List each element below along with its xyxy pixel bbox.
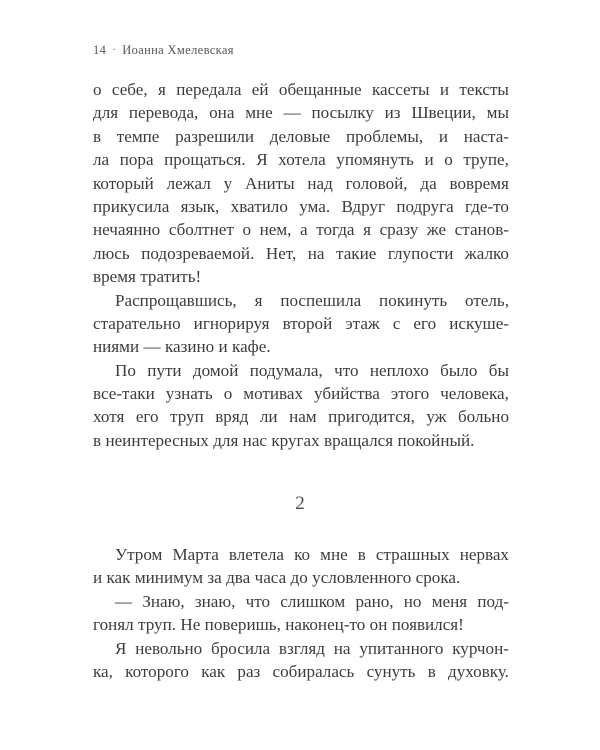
word: и — [93, 568, 103, 588]
word: для — [213, 430, 239, 450]
folio-separator-bullet: · — [112, 44, 117, 56]
word: разрешили — [175, 126, 255, 146]
paragraph — [93, 80, 509, 291]
word: Распрощавшись, — [115, 290, 237, 310]
word: меня — [431, 591, 468, 611]
body-text-bottom — [93, 545, 509, 685]
word: и — [439, 80, 450, 99]
word: ко — [294, 545, 311, 564]
word: ла — [93, 150, 110, 170]
word: перевода, — [128, 103, 199, 123]
paragraph — [93, 361, 509, 455]
word: тратить! — [140, 267, 202, 287]
word: его — [135, 407, 159, 427]
word: ума. — [299, 196, 331, 216]
text-line — [93, 220, 509, 243]
word: узнать — [165, 384, 213, 404]
word: духовку. — [448, 661, 509, 681]
word: прощаться. — [164, 150, 246, 170]
text-line — [93, 568, 509, 591]
word: слишком — [280, 591, 346, 611]
word: люсь — [93, 243, 130, 263]
word: что — [334, 360, 359, 380]
word: вовремя — [449, 173, 509, 193]
word: я — [363, 220, 371, 240]
text-line — [93, 314, 509, 337]
text-line — [93, 244, 509, 267]
word: наста- — [463, 126, 509, 146]
word: мне — [320, 545, 348, 564]
word: пути — [147, 360, 182, 380]
word: и — [218, 337, 228, 357]
word: искуше- — [449, 313, 509, 333]
paragraph — [93, 592, 509, 639]
word: для — [93, 103, 119, 123]
word: в — [357, 545, 366, 564]
text-line — [93, 150, 509, 173]
text-line — [93, 615, 509, 638]
word: нем, — [259, 220, 292, 240]
word: он — [369, 615, 388, 635]
word: старательно — [93, 313, 181, 333]
running-head-author: Иоанна Хмелевская — [122, 43, 234, 57]
word: как — [201, 661, 226, 681]
word: и — [438, 126, 449, 146]
word: нечаянно — [93, 220, 161, 240]
word: обещанные — [278, 80, 362, 99]
word: Марта — [172, 545, 219, 564]
word: покинуть — [379, 290, 448, 310]
word: невольно — [135, 638, 203, 658]
word: же — [426, 220, 447, 240]
word: мне — [245, 103, 273, 123]
word: как — [106, 568, 131, 588]
word: хватило — [230, 196, 288, 216]
text-line — [93, 291, 509, 314]
word: сразу — [379, 220, 419, 240]
word: Нет, — [265, 243, 297, 263]
word: казино — [164, 337, 215, 357]
word: головой, — [345, 173, 408, 193]
word: где-то — [465, 196, 509, 216]
word: По — [115, 360, 136, 380]
word: под- — [477, 591, 509, 611]
word: станов- — [454, 220, 509, 240]
word: наконец-то — [285, 615, 366, 635]
text-line — [93, 197, 509, 220]
word: нам — [289, 407, 317, 427]
word: на — [333, 638, 351, 658]
word: этого — [390, 384, 430, 404]
word: время — [93, 267, 136, 287]
word: о — [444, 150, 453, 170]
word: уж — [426, 407, 447, 427]
word: лежал — [166, 173, 211, 193]
word: такие — [336, 243, 377, 263]
page-folio-number: 14 — [93, 43, 107, 57]
word: бросила — [211, 638, 271, 658]
word: домой — [192, 360, 239, 380]
paragraph — [93, 545, 509, 592]
word: нас — [242, 430, 267, 450]
word: этаж — [345, 313, 380, 333]
word: пригодится, — [328, 407, 415, 427]
chapter-number: 2 — [295, 493, 305, 514]
word: срока. — [415, 568, 461, 588]
word: а — [300, 220, 308, 240]
word: два — [226, 568, 251, 588]
word: Я — [115, 638, 127, 658]
word: хотя — [93, 407, 125, 427]
word: на — [307, 243, 325, 263]
word: часа — [254, 568, 287, 588]
word: ка, — [93, 661, 113, 681]
word: кафе. — [232, 337, 271, 357]
word: ей — [251, 80, 269, 99]
word: в — [93, 430, 102, 450]
word: страшных — [375, 545, 450, 564]
word: упомянуть — [336, 150, 414, 170]
word: появился! — [391, 615, 464, 635]
word: Вдруг — [341, 196, 385, 216]
word: влетела — [228, 545, 285, 564]
word: и — [424, 150, 434, 170]
word: Швеции, — [411, 103, 476, 123]
word: покойный. — [397, 430, 475, 450]
text-line — [93, 545, 509, 568]
word: подозреваемой. — [141, 243, 255, 263]
word: было — [440, 360, 478, 380]
word: его — [413, 313, 437, 333]
word: нервах — [459, 545, 509, 564]
word: подруга — [396, 196, 454, 216]
word: что — [245, 591, 271, 611]
text-line — [93, 662, 509, 685]
word: посылку — [311, 103, 374, 123]
word: темпе — [116, 126, 160, 146]
word: до — [290, 568, 308, 588]
word: о — [223, 384, 233, 404]
word: за — [207, 568, 222, 588]
word: да — [420, 173, 437, 193]
word: я — [157, 80, 166, 99]
word: ниями — [93, 337, 140, 357]
word: минимум — [134, 568, 204, 588]
word: бы — [488, 360, 509, 380]
text-line — [93, 361, 509, 384]
word: собиралась — [272, 661, 355, 681]
text-line — [93, 407, 509, 430]
word: труп — [170, 407, 204, 427]
word: взгляд — [278, 638, 325, 658]
word: убийства — [314, 384, 380, 404]
word: условленного — [312, 568, 412, 588]
text-line — [93, 174, 509, 197]
text-line — [93, 384, 509, 407]
body-text-top — [93, 80, 509, 454]
word: второй — [282, 313, 333, 333]
text-line — [93, 103, 509, 126]
word: тексты — [459, 80, 509, 99]
word: которого — [125, 661, 189, 681]
word: Знаю, — [142, 591, 185, 611]
word: — — [283, 103, 301, 123]
word: отель, — [465, 290, 509, 310]
text-line — [93, 592, 509, 615]
word: она — [209, 103, 235, 123]
word: я — [254, 290, 263, 310]
word: глупости — [387, 243, 454, 263]
text-line — [93, 431, 509, 454]
word: о — [242, 220, 251, 240]
word: над — [307, 173, 333, 193]
word: неплохо — [369, 360, 429, 380]
word: который — [93, 173, 154, 193]
word: сболтнет — [168, 220, 234, 240]
word: Аниты — [244, 173, 295, 193]
word: Я — [256, 150, 268, 170]
word: подумала, — [249, 360, 323, 380]
text-line — [93, 639, 509, 662]
word: с — [392, 313, 401, 333]
word: но — [403, 591, 422, 611]
word: поверишь, — [204, 615, 281, 635]
word: трупе, — [463, 150, 509, 170]
word: игнорируя — [193, 313, 270, 333]
word: тогда — [316, 220, 355, 240]
word: кругах — [271, 430, 320, 450]
word: Не — [180, 615, 201, 635]
word: — — [143, 337, 161, 357]
text-line — [93, 337, 509, 360]
word: язык, — [180, 196, 220, 216]
word: себе, — [111, 80, 148, 99]
word: вращался — [324, 430, 394, 450]
word: хотела — [278, 150, 326, 170]
word: мотивах — [243, 384, 304, 404]
text-line — [93, 127, 509, 150]
word: Утром — [115, 545, 163, 564]
word: в — [93, 126, 102, 146]
word: прикусила — [93, 196, 170, 216]
word: больно — [457, 407, 509, 427]
word: передала — [176, 80, 242, 99]
word: знаю, — [194, 591, 236, 611]
word: из — [384, 103, 401, 123]
word: человека, — [440, 384, 509, 404]
word: деловые — [269, 126, 331, 146]
word: поспешила — [280, 290, 362, 310]
text-line — [93, 267, 509, 290]
running-head — [93, 42, 234, 59]
word: вряд — [215, 407, 249, 427]
word: гонял — [93, 615, 134, 635]
word: проблемы, — [345, 126, 424, 146]
word: упитанного — [359, 638, 444, 658]
word: раз — [237, 661, 261, 681]
word: у — [223, 173, 233, 193]
word: в — [427, 661, 436, 681]
word: — — [115, 591, 133, 611]
word: все-таки — [93, 384, 155, 404]
paragraph — [93, 291, 509, 361]
word: кассеты — [371, 80, 430, 99]
word: курчон- — [452, 638, 509, 658]
paragraph — [93, 639, 509, 686]
word: мы — [486, 103, 509, 123]
word: пора — [119, 150, 154, 170]
word: о — [93, 80, 102, 99]
text-line — [93, 80, 509, 103]
word: труп. — [138, 615, 177, 635]
word: ли — [259, 407, 278, 427]
word: жалко — [464, 243, 509, 263]
word: неинтересных — [105, 430, 209, 450]
word: рано, — [355, 591, 394, 611]
word: сунуть — [366, 661, 416, 681]
